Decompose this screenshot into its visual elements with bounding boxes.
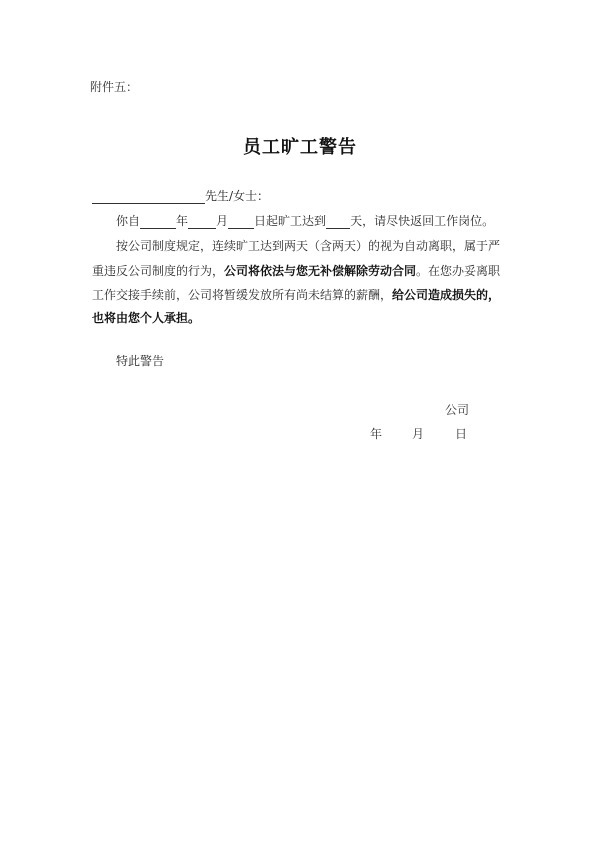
para2-text-2c: 。在您办妥离职: [416, 264, 501, 278]
date-day: 日: [455, 427, 468, 441]
year-blank: [140, 214, 176, 229]
para2-line3: [92, 286, 500, 303]
month-blank: [188, 214, 216, 229]
line1-text-3: 月: [216, 214, 229, 228]
attachment-label: 附件五：: [90, 80, 139, 94]
para2-text-3a: 工作交接手续前，公司将暂缓发放所有尚未结算的薪酬，: [92, 288, 393, 302]
line1-text-2: 年: [176, 214, 189, 228]
day-blank: [228, 214, 254, 229]
salutation-line: [92, 187, 269, 204]
absence-line: [116, 212, 494, 229]
line1-text-1: 你自: [116, 214, 141, 228]
document-title: 员工旷工警告: [243, 137, 357, 158]
date-month: 月: [412, 427, 425, 441]
para2-text-2a: 重违反公司制度的行为，: [92, 264, 225, 278]
closing-text: 特此警告: [116, 354, 165, 368]
line1-text-4: 日起旷工达到: [254, 214, 327, 228]
company-label: 公司: [445, 403, 470, 417]
para2-bold-loss: 给公司造成损失的，: [392, 288, 501, 302]
name-blank: [92, 189, 205, 204]
days-blank: [326, 214, 350, 229]
para2-text-1: 按公司制度规定，连续旷工达到两天（含两天）的视为自动离职，属于严: [116, 239, 501, 253]
para2-line1: [116, 237, 500, 254]
salutation-text: 先生/女士：: [205, 189, 270, 203]
para2-line2: [92, 262, 500, 279]
para2-bold-contract: 公司将依法与您无补偿解除劳动合同: [224, 264, 417, 278]
date-year: 年: [370, 427, 383, 441]
para2-line4: [92, 309, 200, 326]
line1-text-5: 天，请尽快返回工作岗位。: [350, 214, 495, 228]
para2-bold-responsibility: 也将由您个人承担。: [92, 311, 201, 325]
